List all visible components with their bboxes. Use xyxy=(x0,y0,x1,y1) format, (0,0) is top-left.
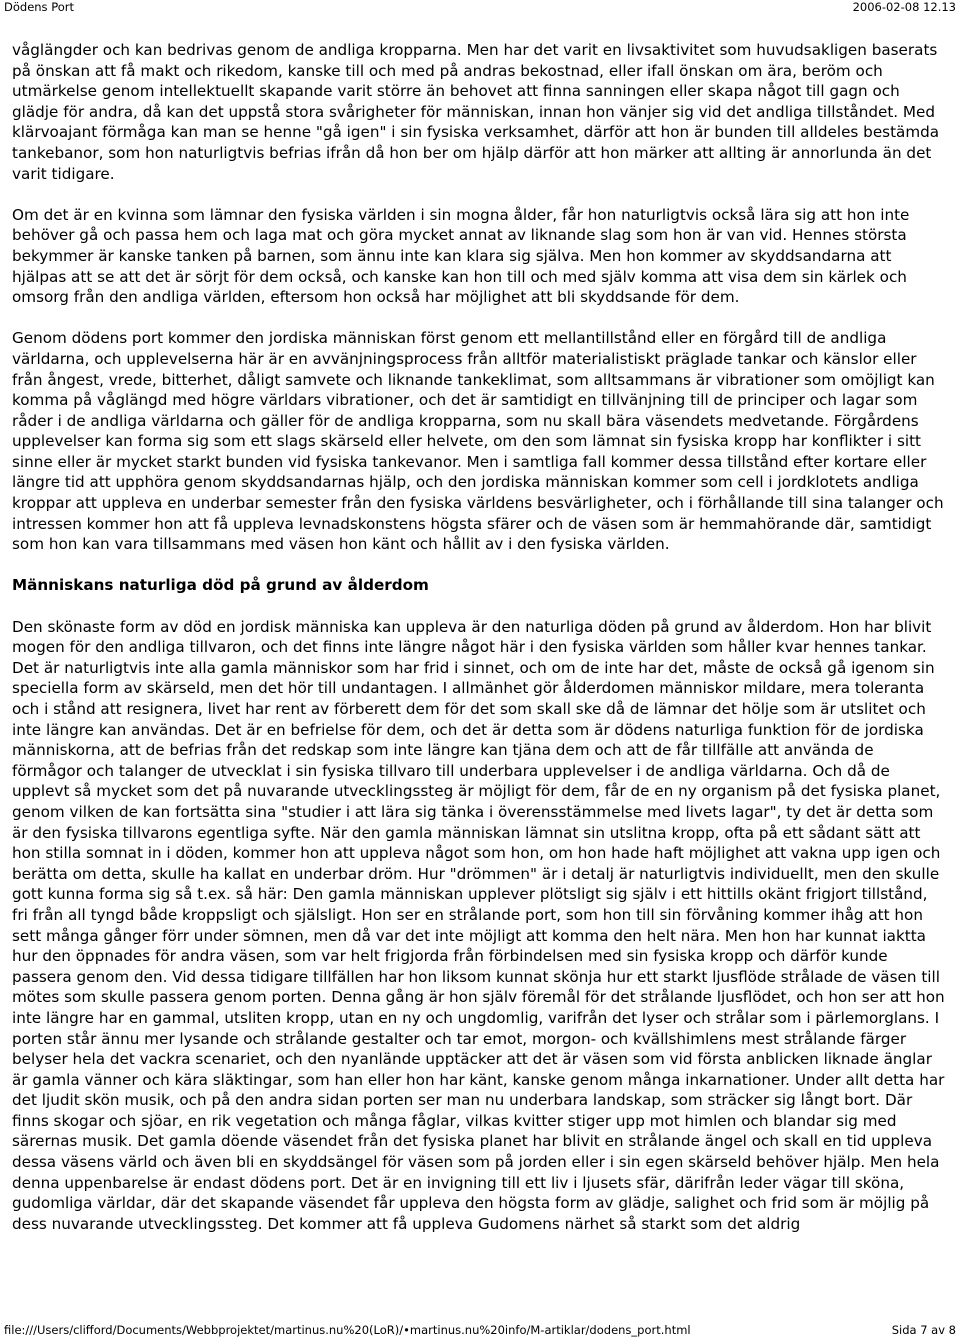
article-body xyxy=(12,40,948,1255)
header-date: 2006-02-08 12.13 xyxy=(852,0,956,14)
paragraph-2: Om det är en kvinna som lämnar den fysiska världen i sin mogna ålder, får hon naturligtvis också lära sig att hon inte behöver gå och passa hem och laga mat och göra mycket annat av liknande slag som hon är van vid. Hennes största bekymmer är kanske tanken på barnen, som ännu inte kan klara sig själva. Men hon kommer av skyddsandarna att hjälpas att se att det är sörjt för dem också, och kanske kan hon till och med själv komma att visa dem sin kärlek och omsorg från den andliga världen, eftersom hon också har möjlighet att bli skyddsande för dem. xyxy=(12,205,910,307)
paragraph-1: våglängder och kan bedrivas genom de andliga kropparna. Men har det varit en livsaktivitet som huvudsakligen baserats på önskan att få makt och rikedom, kanske till och med på andras bekostnad, eller ifall önskan om ära, beröm och utmärkelse genom intellektuellt skapande varit större än behovet att finna sanningen eller skapa något till gagn och glädje för andra, då kan det uppstå stora svårigheter för människan, innan hon vänjer sig vid det andliga tillståndet. Med klärvoajant förmåga kan man se henne "gå igen" i sin fysiska verksamhet, därför att hon är bunden till alldeles bestämda tankebanor, som hon naturligtvis befrias ifrån då hon ber om hjälp därför att hon märker att allting är annorlunda än det varit tidigare. xyxy=(12,41,940,183)
paragraph-3: Genom dödens port kommer den jordiska människan först genom ett mellantillstånd eller en förgård till de andliga världarna, och upplevelserna här är en avvänjningsprocess från alltför materialistiskt präglade tankar och känslor eller från ångest, vrede, bitterhet, dåligt samvete och liknande tankeklimat, som alltsammans är vibrationer som omöjligt kan komma på våglängd med högre världars vibrationer, och det är samtidigt en tillvänjning till de principer och lagar som råder i de andliga världarna och gäller för de andliga kropparna, som nu skall bära väsendets medvetande. Förgårdens upplevelser kan forma sig som ett slags skärseld eller helvete, om den som lämnat sin fysiska kropp har konflikter i sitt sinne eller är mycket starkt bunden vid fysiska tankevanor. Men i samtliga fall kommer dessa tillstånd efter kortare eller längre tid att upphöra genom skyddsandarnas hjälp, och den jordiska människan kommer som cell i jordklotets andliga kroppar att uppleva en underbar semester från den fysiska världens besvärligheter, och i förhållande till sina talanger och intressen kommer hon att få uppleva levnadskonstens högsta sfärer och de väsen som är hemmahörande där, samtidigt som hon kan vara tillsammans med väsen hon känt och hållit av i den fysiska världen. xyxy=(12,329,944,554)
page-header xyxy=(0,0,960,14)
section-heading: Människans naturliga död på grund av ålderdom xyxy=(12,576,429,595)
page-footer xyxy=(0,1322,960,1338)
footer-page-number: Sida 7 av 8 xyxy=(891,1323,956,1337)
header-title: Dödens Port xyxy=(4,0,74,14)
paragraph-4: Den skönaste form av död en jordisk människa kan uppleva är den naturliga döden på grund av ålderdom. Hon har blivit mogen för den andliga tillvaron, och det finns inte längre något här i den fysiska världen som håller kvar hennes tankar. Det är naturligtvis inte alla gamla människor som har frid i sinnet, och om de inte har det, måste de också gå igenom sin speciella form av skärseld, men det hör till undantagen. I allmänhet gör ålderdomen människor mildare, mera toleranta och i stånd att resignera, livet har rent av förberett dem för det som skall ske då de lämnar det hölje som är utslitet och inte längre kan användas. Det är en befrielse för dem, och det är detta som är dödens naturliga funktion för de jordiska människorna, att de befrias från det redskap som inte längre kan tjäna dem och att de får tillfälle att använda de förmågor och talanger de utvecklat i sin fysiska tillvaro till underbara upplevelser i de andliga världarna. Och då de upplevt så mycket som det på nuvarande utvecklingssteg är möjligt för dem, får de en ny organism på det fysiska planet, genom vilken de kan fortsätta sina "studier i att lära sig tänka i överensstämmelse med livets lagar", ty det är detta som är den fysiska tillvarons egentliga syfte. När den gamla människan lämnat sin utslitna kropp, ofta på ett sådant sätt att hon stilla somnat in i döden, kommer hon att uppleva något som hon, om hon hade haft möjlighet att vakna upp igen och berätta om detta, skulle ha kallat en underbar dröm. Hur "drömmen" är i detalj är naturligtvis individuellt, men den skulle gott kunna forma sig så t.ex. så här: Den gamla människan upplever plötsligt sig själv i ett hittills okänt frigjort tillstånd, fri från all tyngd både kroppsligt och själsligt. Hon ser en strålande port, som hon till sin förvåning kommer ihåg att hon sett många gånger förr under sömnen, men då var det inte möjligt att komma den helt nära. Men hon har kunnat iaktta hur den öppnades för andra väsen, som var helt frigjorda från förbindelsen med sin fysiska kropp och därför kunde passera genom den. Vid dessa tidigare tillfällen har hon liksom kunnat skönja hur ett starkt ljusflöde strålade de väsen till mötes som skulle passera genom porten. Denna gång är hon själv föremål för det strålande ljusflödet, och hon ser att hon inte längre har en gammal, utsliten kropp, utan en ny och ungdomlig, varifrån det lyser och strålar som i pärlemorglans. I porten står ännu mer lysande och strålande gestalter och tar emot, morgon- och kvällshimlens mest strålande färger belyser hela det vackra scenariet, och den nyanlände upptäcker att det är väsen som vid första anblicken liknade änglar är gamla vänner och kära släktingar, som han eller hon har känt, kanske genom många inkarnationer. Under allt detta har det ljudit skön musik, och på den andra sidan porten ser man nu underbara landskap, som sträcker sig långt bort. Där finns skogar och sjöar, en rik vegetation och många fåglar, vilkas kvitter stiger upp mot himlen och blandar sig med särernas musik. Det gamla döende väsendet från det fysiska planet har blivit en strålande ängel och skall en tid uppleva dessa väsens värld och även bli en skyddsängel för väsen som på jorden eller i sin egen skärseld behöver hjälp. Men hela denna uppenbarelse är endast dödens port. Det är en invigning till ett liv i ljusets sfär, därifrån leder vägar till sköna, gudomliga världar, där det skapande väsendet får uppleva den högsta form av glädje, salighet och frid som är möjlig på dess nuvarande utvecklingssteg. Det kommer att få uppleva Gudomens närhet så starkt som det aldrig xyxy=(12,617,945,1233)
footer-file-path: file:///Users/clifford/Documents/Webbprojektet/martinus.nu%20(LoR)/•martinus.nu%20info/M-artiklar/dodens_port.html xyxy=(4,1323,691,1337)
